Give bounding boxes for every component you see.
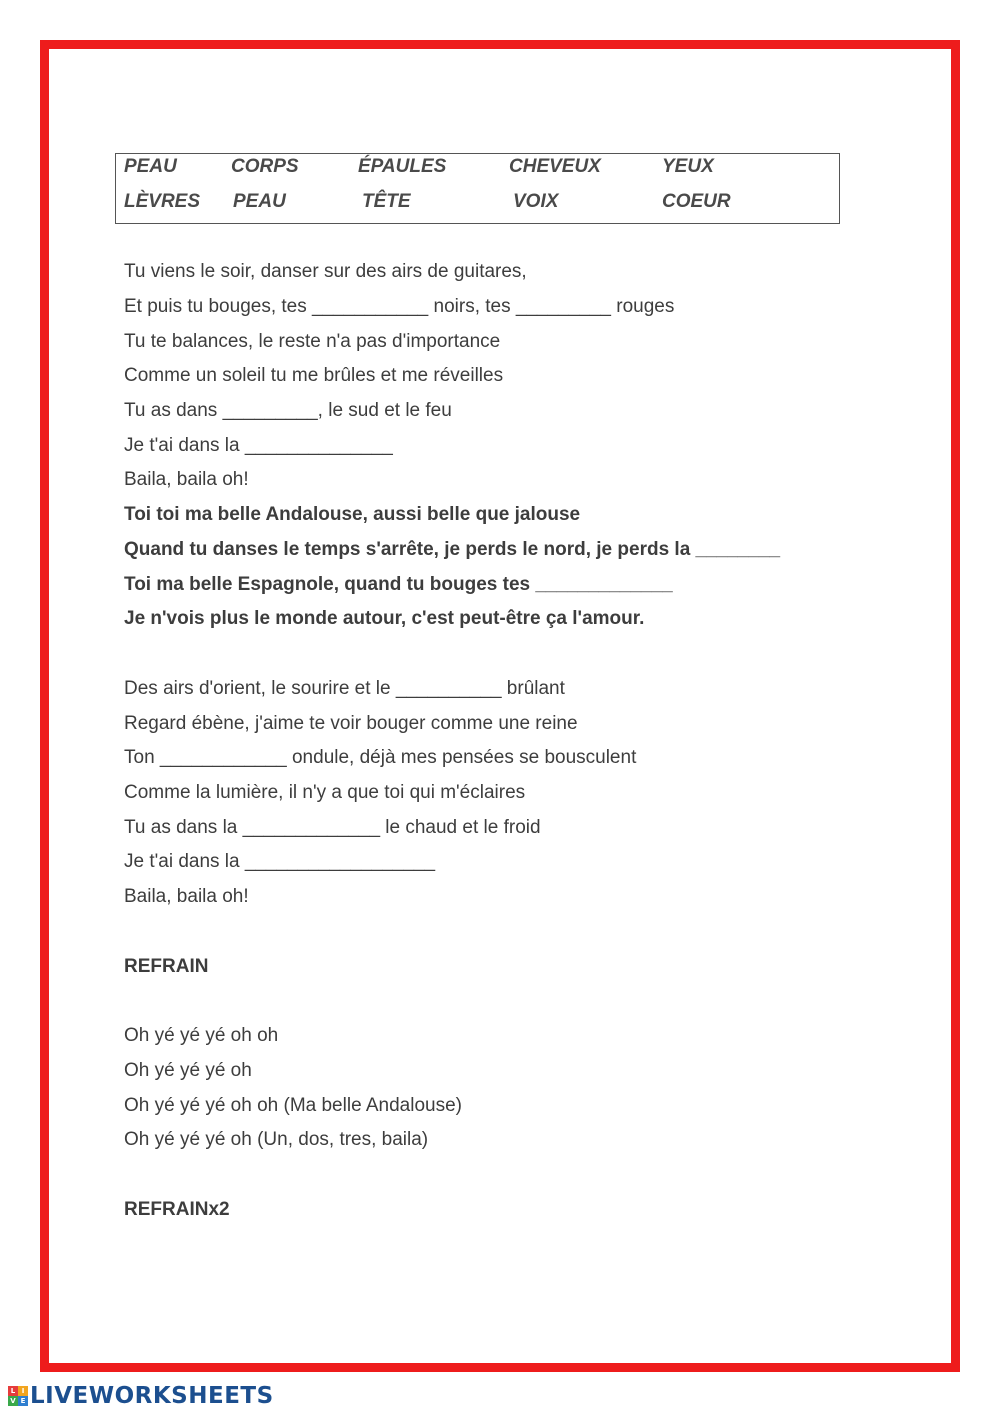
logo-letter: I [18, 1386, 28, 1396]
refrain-label: REFRAIN [124, 956, 209, 977]
chorus-line-blank[interactable]: Quand tu danses le temps s'arrête, je perds le nord, je perds la ________ [124, 539, 781, 560]
chorus-line: Je n'vois plus le monde autour, c'est peut-être ça l'amour. [124, 608, 645, 629]
word-bank-item: YEUX [662, 156, 714, 177]
chorus-line-blank[interactable]: Toi ma belle Espagnole, quand tu bouges tes _____________ [124, 574, 673, 595]
page-frame [40, 40, 960, 1372]
lyric-line: Oh yé yé yé oh (Un, dos, tres, baila) [124, 1129, 429, 1150]
lyric-line-blank[interactable]: Et puis tu bouges, tes ___________ noirs, tes _________ rouges [124, 296, 675, 317]
lyric-line-blank[interactable]: Je t'ai dans la __________________ [124, 851, 436, 872]
lyric-line: Oh yé yé yé oh oh (Ma belle Andalouse) [124, 1095, 462, 1116]
lyric-line: Baila, baila oh! [124, 886, 249, 907]
lyric-line-blank[interactable]: Ton ____________ ondule, déjà mes pensées se bousculent [124, 747, 637, 768]
lyric-line: Regard ébène, j'aime te voir bouger comme une reine [124, 713, 578, 734]
word-bank-item: ÉPAULES [358, 156, 447, 177]
word-bank [115, 153, 840, 224]
word-bank-item: VOIX [513, 191, 559, 212]
word-bank-item: TÊTE [362, 191, 411, 212]
refrain-x2-label: REFRAINx2 [124, 1199, 230, 1220]
lyric-line-blank[interactable]: Tu as dans _________, le sud et le feu [124, 400, 452, 421]
word-bank-item: COEUR [662, 191, 731, 212]
chorus-line: Toi toi ma belle Andalouse, aussi belle que jalouse [124, 504, 581, 525]
logo-letter: E [18, 1396, 28, 1406]
lyric-line: Baila, baila oh! [124, 469, 249, 490]
word-bank-item: LÈVRES [124, 191, 201, 212]
word-bank-item: PEAU [233, 191, 286, 212]
word-bank-item: PEAU [124, 156, 177, 177]
logo-letter: L [8, 1386, 18, 1396]
lyric-line-blank[interactable]: Je t'ai dans la ______________ [124, 435, 393, 456]
liveworksheets-logo[interactable] [8, 1383, 274, 1409]
word-bank-item: CORPS [231, 156, 299, 177]
logo-letter: V [8, 1396, 18, 1406]
lyric-line-blank[interactable]: Tu as dans la _____________ le chaud et le froid [124, 817, 541, 838]
lyric-line: Oh yé yé yé oh [124, 1060, 252, 1081]
liveworksheets-logo-icon [8, 1386, 28, 1406]
lyric-line: Tu viens le soir, danser sur des airs de guitares, [124, 261, 527, 282]
lyric-line: Oh yé yé yé oh oh [124, 1025, 279, 1046]
lyric-line: Comme la lumière, il n'y a que toi qui m'éclaires [124, 782, 526, 803]
lyric-line: Tu te balances, le reste n'a pas d'importance [124, 331, 501, 352]
lyric-line: Comme un soleil tu me brûles et me réveilles [124, 365, 504, 386]
lyric-line-blank[interactable]: Des airs d'orient, le sourire et le __________ brûlant [124, 678, 565, 699]
word-bank-item: CHEVEUX [509, 156, 601, 177]
liveworksheets-brand: LIVEWORKSHEETS [30, 1383, 274, 1409]
